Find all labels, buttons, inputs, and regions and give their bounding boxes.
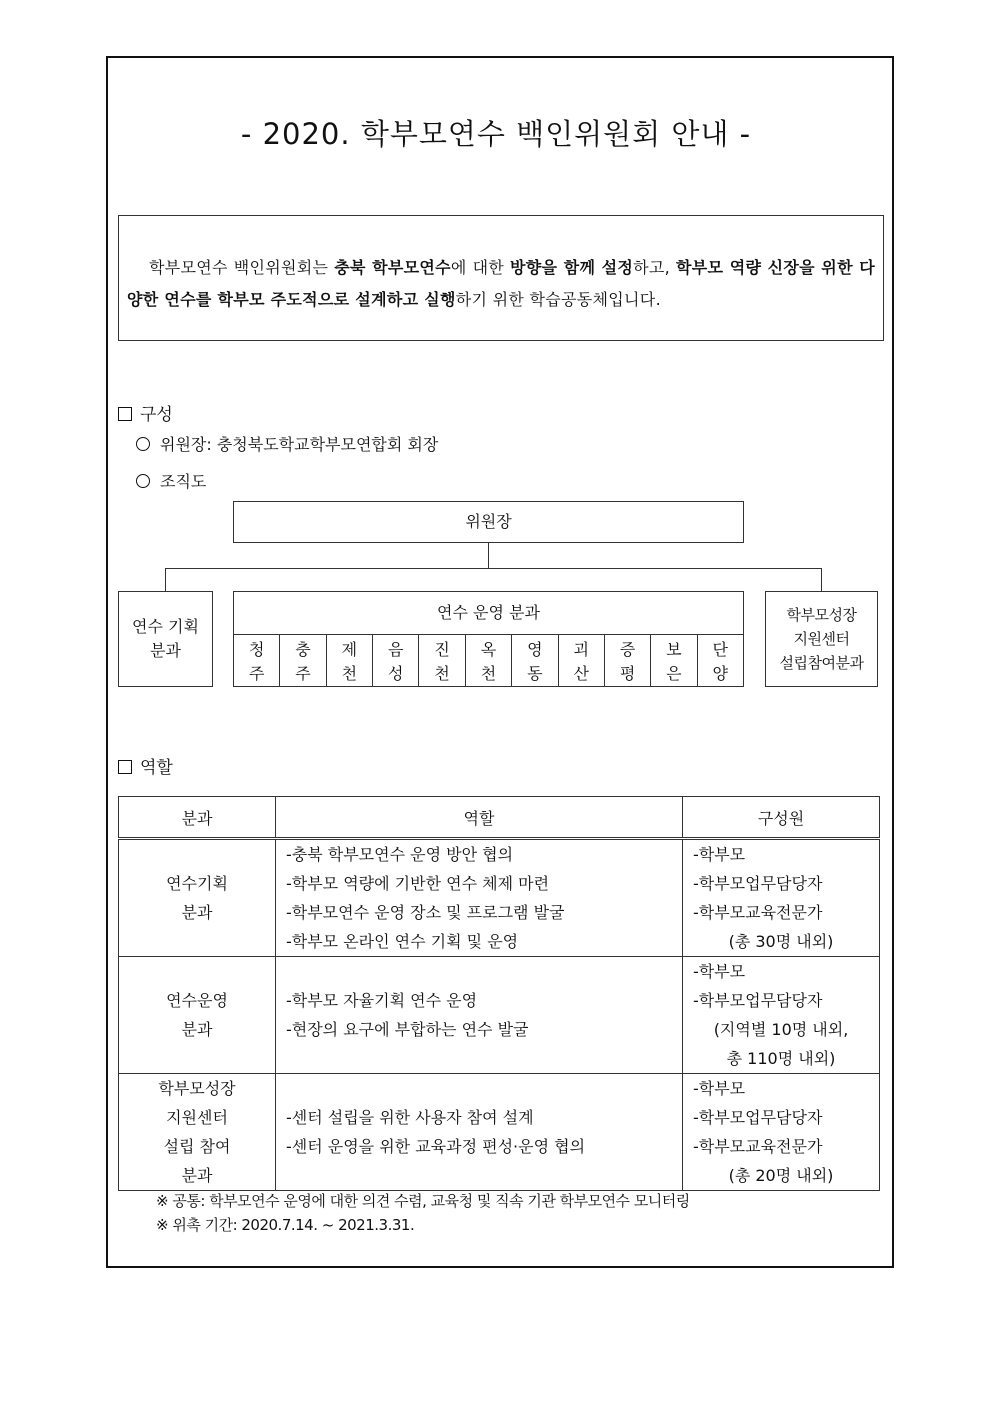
table-cell: [119, 957, 276, 1074]
center-label: 학부모성장: [786, 606, 857, 624]
intro-text: 하고,: [633, 258, 677, 277]
cell-line: -센터 설립을 위한 사용자 참여 설계: [286, 1108, 534, 1127]
cell-line: 연수기획: [166, 874, 228, 893]
intro-bold: 학부모 역량 신장을 위한 다양한 연수를 학부모 주도적으로 설계하고 실행: [127, 258, 875, 309]
cell-line: (총 20명 내외): [728, 1166, 834, 1185]
cell-line: 분과: [181, 1020, 213, 1039]
region-char: 보: [666, 640, 682, 659]
cell-line: -학부모 온라인 연수 기획 및 운영: [286, 932, 519, 951]
cell-line: -학부모업무담당자: [693, 991, 823, 1010]
orgchart-chair-label: 위원장: [465, 512, 512, 531]
cell-line: 설립 참여: [163, 1137, 231, 1156]
table-header-row: [119, 797, 880, 839]
region-char: 제: [341, 640, 358, 659]
cell-line: 지원센터: [166, 1108, 228, 1127]
orgchart-label: [136, 469, 206, 492]
cell-line: -학부모: [693, 962, 746, 981]
region-cell: [651, 635, 697, 687]
table-body: [119, 839, 880, 1191]
planning-label: 분과: [150, 641, 181, 660]
roles-table: [118, 796, 880, 1191]
note-period: ※ 위촉 기간: 2020.7.14. ~ 2021.3.31.: [156, 1216, 415, 1234]
table-header-cell: 구성원: [683, 797, 880, 839]
square-bullet-icon: [118, 407, 132, 421]
region-char: 단: [712, 640, 728, 659]
orgchart-chair-box: [233, 501, 744, 543]
orgchart-connector: [165, 568, 166, 591]
cell-line: -학부모 자율기획 연수 운영: [286, 991, 478, 1010]
table-cell: [683, 839, 880, 957]
operation-title: 연수 운영 분과: [234, 592, 743, 635]
region-char: 주: [248, 664, 265, 683]
orgchart-center-division: [765, 591, 878, 687]
cell-line: -학부모교육전문가: [693, 1137, 823, 1156]
table-cell: [276, 957, 683, 1074]
region-char: 청: [248, 640, 265, 659]
region-cell: [373, 635, 419, 687]
cell-line: -학부모: [693, 845, 746, 864]
region-char: 천: [341, 664, 358, 683]
note-common: ※ 공통: 학부모연수 운영에 대한 의견 수렴, 교육청 및 직속 기관 학부모연수 모니터링: [156, 1192, 690, 1210]
region-cell: [280, 635, 326, 687]
region-cell: [559, 635, 605, 687]
center-label: 설립참여분과: [779, 654, 864, 672]
region-char: 영: [527, 640, 543, 659]
region-char: 충: [295, 640, 311, 659]
region-cell: [698, 635, 743, 687]
region-char: 천: [480, 664, 497, 683]
table-cell: [119, 839, 276, 957]
cell-line: -학부모업무담당자: [693, 1108, 823, 1127]
orgchart-planning-division: [118, 591, 213, 687]
cell-line: 연수운영: [166, 991, 228, 1010]
region-char: 음: [388, 640, 404, 659]
section-heading-roles: [118, 753, 173, 778]
circle-bullet-icon: [136, 437, 150, 451]
cell-line: -센터 운영을 위한 교육과정 편성·운영 협의: [286, 1137, 586, 1156]
region-char: 동: [527, 664, 543, 683]
orgchart-connector: [488, 543, 489, 568]
cell-line: -학부모교육전문가: [693, 903, 823, 922]
table-row: [119, 839, 880, 957]
region-char: 성: [388, 664, 404, 683]
cell-line: -학부모업무담당자: [693, 874, 823, 893]
table-cell: [119, 1074, 276, 1191]
intro-text: 학부모연수 백인위원회는: [149, 258, 335, 277]
intro-bold: 방향을 함께 설정: [510, 258, 634, 277]
cell-line: -학부모 역량에 기반한 연수 체제 마련: [286, 874, 550, 893]
region-cell: [512, 635, 558, 687]
intro-bold: 충북 학부모연수: [334, 258, 451, 277]
circle-bullet-icon: [136, 474, 150, 488]
region-char: 평: [619, 664, 636, 683]
square-bullet-icon: [118, 760, 132, 774]
table-header-cell: 역할: [276, 797, 683, 839]
orgchart-connector: [165, 568, 822, 569]
orgchart-connector: [821, 568, 822, 591]
cell-line: 분과: [181, 1166, 213, 1185]
section-heading-text: 역할: [140, 758, 173, 778]
region-char: 산: [573, 664, 589, 683]
cell-line: 총 110명 내외): [726, 1049, 836, 1068]
page-title: - 2020. 학부모연수 백인위원회 안내 -: [240, 117, 752, 151]
region-char: 증: [619, 640, 636, 659]
center-label: 지원센터: [793, 630, 850, 648]
intro-text: 에 대한: [450, 258, 511, 277]
table-cell: [276, 1074, 683, 1191]
cell-line: -현장의 요구에 부합하는 연수 발굴: [286, 1020, 529, 1039]
region-cell: [327, 635, 373, 687]
table-row: [119, 1074, 880, 1191]
orgchart-label-text: 조직도: [160, 472, 207, 491]
cell-line: (지역별 10명 내외,: [713, 1020, 849, 1039]
region-char: 천: [434, 664, 450, 683]
cell-line: -학부모: [693, 1079, 746, 1098]
region-char: 옥: [480, 640, 497, 659]
orgchart-operation-division: [233, 591, 744, 687]
region-cell: [234, 635, 280, 687]
region-cell: [466, 635, 512, 687]
cell-line: -학부모연수 운영 장소 및 프로그램 발굴: [286, 903, 565, 922]
region-row: [234, 635, 743, 687]
table-header-cell: 분과: [119, 797, 276, 839]
cell-line: (총 30명 내외): [728, 932, 834, 951]
table-row: [119, 957, 880, 1074]
section-heading-text: 구성: [140, 405, 173, 425]
planning-label: 연수 기획: [132, 617, 199, 636]
cell-line: 학부모성장: [158, 1079, 236, 1098]
table-cell: [276, 839, 683, 957]
region-char: 은: [666, 664, 682, 683]
intro-box: [118, 215, 884, 341]
chair-line: [136, 432, 438, 455]
cell-line: 분과: [181, 903, 213, 922]
table-cell: [683, 957, 880, 1074]
region-char: 양: [712, 664, 728, 683]
region-cell: [605, 635, 651, 687]
section-heading-composition: [118, 400, 173, 425]
region-char: 괴: [573, 640, 589, 659]
region-char: 진: [434, 640, 450, 659]
table-cell: [683, 1074, 880, 1191]
cell-line: -충북 학부모연수 운영 방안 협의: [286, 845, 514, 864]
region-cell: [419, 635, 465, 687]
chair-text: 위원장: 충청북도학교학부모연합회 회장: [160, 435, 439, 454]
region-char: 주: [295, 664, 311, 683]
intro-text: 하기 위한 학습공동체입니다.: [455, 290, 661, 309]
